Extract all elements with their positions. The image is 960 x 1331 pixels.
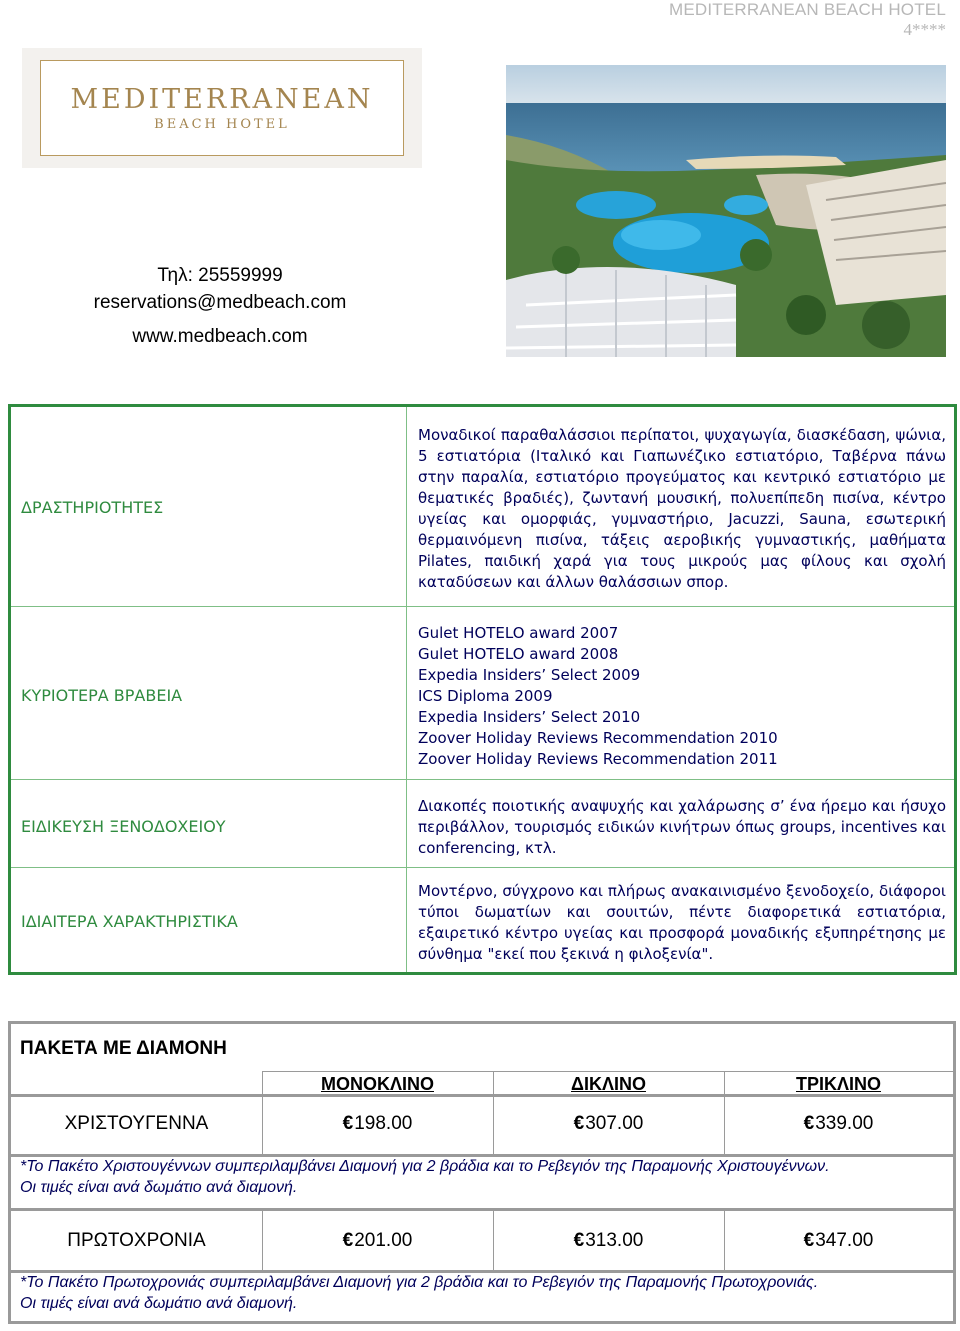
- logo-subtitle: BEACH HOTEL: [154, 116, 290, 132]
- document-header-title: MEDITERRANEAN BEACH HOTEL: [668, 0, 946, 19]
- christmas-note-line1: *Το Πακέτο Χριστουγέννων συμπεριλαμβάνει Διαμονή για 2 βράδια και το Ρεβεγιόν της Παραμονής Χριστουγέννων.: [20, 1158, 830, 1175]
- contact-email[interactable]: reservations@medbeach.com: [93, 292, 347, 313]
- activities-text: Μοναδικοί παραθαλάσσιοι περίπατοι, ψυχαγωγία, διασκέδαση, ψώνια, 5 εστιατόρια (Ιταλικό και Γιαπωνέζικο εστιατόριο, Ταβέρνα πάνω στην παραλία, εστιατόριο προγεύματος και κεντρικό εστιατόριο με θεματικές βραδιές), ζωντανή μουσική, πολυεπίπεδη πισίνα, κέντρο υγείας και ομορφιάς, γυμναστήριο, Jacuzzi, Sauna, εσωτερική θερμαινόμενη πισίνα, τάξεις αεροβικής γυμναστικής, μαθήματα Pilates, παιδική χαρά για τους μικρούς μας φίλους και σχολή καταδύσεων και άλλων θαλάσσιων σπορ.: [418, 426, 946, 591]
- euro-icon: €: [573, 1230, 585, 1251]
- info-row-divider: [11, 779, 954, 780]
- column-header-triple: ΤΡΙΚΛΙΝΟ: [795, 1074, 881, 1094]
- column-header-double: ΔΙΚΛΙΝΟ: [571, 1074, 646, 1094]
- new-year-note-line2: Οι τιμές είναι ανά δωμάτιο ανά διαμονή.: [20, 1295, 298, 1312]
- package-name-new-year: ΠΡΩΤΟΧΡΟΝΙΑ: [67, 1230, 206, 1251]
- hotel-logo: [22, 48, 422, 168]
- packages-title: ΠΑΚΕΤΑ ΜΕ ΔΙΑΜΟΝΗ: [20, 1038, 227, 1059]
- euro-icon: €: [342, 1113, 354, 1134]
- features-label: ΙΔΙΑΙΤΕΡΑ ΧΑΡΑΚΤΗΡΙΣΤΙΚΑ: [21, 912, 238, 931]
- christmas-note-line2: Οι τιμές είναι ανά δωμάτιο ανά διαμονή.: [20, 1179, 298, 1196]
- euro-icon: €: [803, 1230, 815, 1251]
- column-header-single: ΜΟΝΟΚΛΙΝΟ: [320, 1074, 434, 1094]
- info-row-divider: [11, 867, 954, 868]
- euro-icon: €: [342, 1230, 354, 1251]
- award-item: Expedia Insiders’ Select 2009: [418, 666, 641, 684]
- awards-label: ΚΥΡΙΟΤΕΡΑ ΒΡΑΒΕΙΑ: [21, 686, 183, 705]
- award-item: Gulet HOTELO award 2007: [418, 624, 619, 642]
- price-christmas-single: €198.00: [342, 1113, 413, 1134]
- info-row-divider: [11, 606, 954, 607]
- specialization-label: ΕΙΔΙΚΕΥΣΗ ΞΕΝΟΔΟΧΕΙΟΥ: [21, 817, 226, 836]
- award-item: Expedia Insiders’ Select 2010: [418, 708, 641, 726]
- price-new-year-triple: €347.00: [803, 1230, 874, 1251]
- features-text: Μοντέρνο, σύγχρονο και πλήρως ανακαινισμένο ξενοδοχείο, διάφοροι τύποι δωματίων και σουιτών, πέντε διαφορετικά εστιατόρια, εξαιρετικό κέντρο υγείας και προσφορά μοναδικής εξυπηρέτησης με σύνθημα "εκεί που ξεκινά η φιλοξενία".: [418, 882, 946, 963]
- awards-list: [418, 623, 946, 770]
- packages-table: [8, 1021, 956, 1324]
- award-item: Gulet HOTELO award 2008: [418, 645, 619, 663]
- contact-website[interactable]: www.medbeach.com: [132, 326, 308, 347]
- logo-name: MEDITERRANEAN: [70, 83, 374, 115]
- price-christmas-triple: €339.00: [803, 1113, 874, 1134]
- euro-icon: €: [803, 1113, 815, 1134]
- specialization-text: Διακοπές ποιοτικής αναψυχής και χαλάρωσης σ’ ένα ήρεμο και ήσυχο περιβάλλον, τουρισμός ειδικών κινήτρων όπως groups, incentives και conferencing, κτλ.: [418, 797, 946, 857]
- price-christmas-double: €307.00: [573, 1113, 644, 1134]
- price-new-year-double: €313.00: [573, 1230, 644, 1251]
- package-name-christmas: ΧΡΙΣΤΟΥΓΕΝΝΑ: [64, 1113, 209, 1134]
- hotel-aerial-photo: [506, 65, 946, 357]
- award-item: Zoover Holiday Reviews Recommendation 2010: [418, 729, 778, 747]
- logo-border-box: [40, 60, 404, 156]
- award-item: ICS Diploma 2009: [418, 687, 553, 705]
- activities-label: ΔΡΑΣΤΗΡΙΟΤΗΤΕΣ: [21, 498, 164, 517]
- award-item: Zoover Holiday Reviews Recommendation 2011: [418, 750, 778, 768]
- price-new-year-single: €201.00: [342, 1230, 413, 1251]
- hotel-info-table: [8, 404, 957, 975]
- contact-phone: Τηλ: 25559999: [157, 265, 283, 286]
- new-year-note-line1: *Το Πακέτο Πρωτοχρονιάς συμπεριλαμβάνει Διαμονή για 2 βράδια και το Ρεβεγιόν της Παραμονής Πρωτοχρονιάς.: [20, 1274, 819, 1291]
- info-column-divider: [406, 407, 407, 972]
- star-rating: 4****: [903, 20, 946, 39]
- euro-icon: €: [573, 1113, 585, 1134]
